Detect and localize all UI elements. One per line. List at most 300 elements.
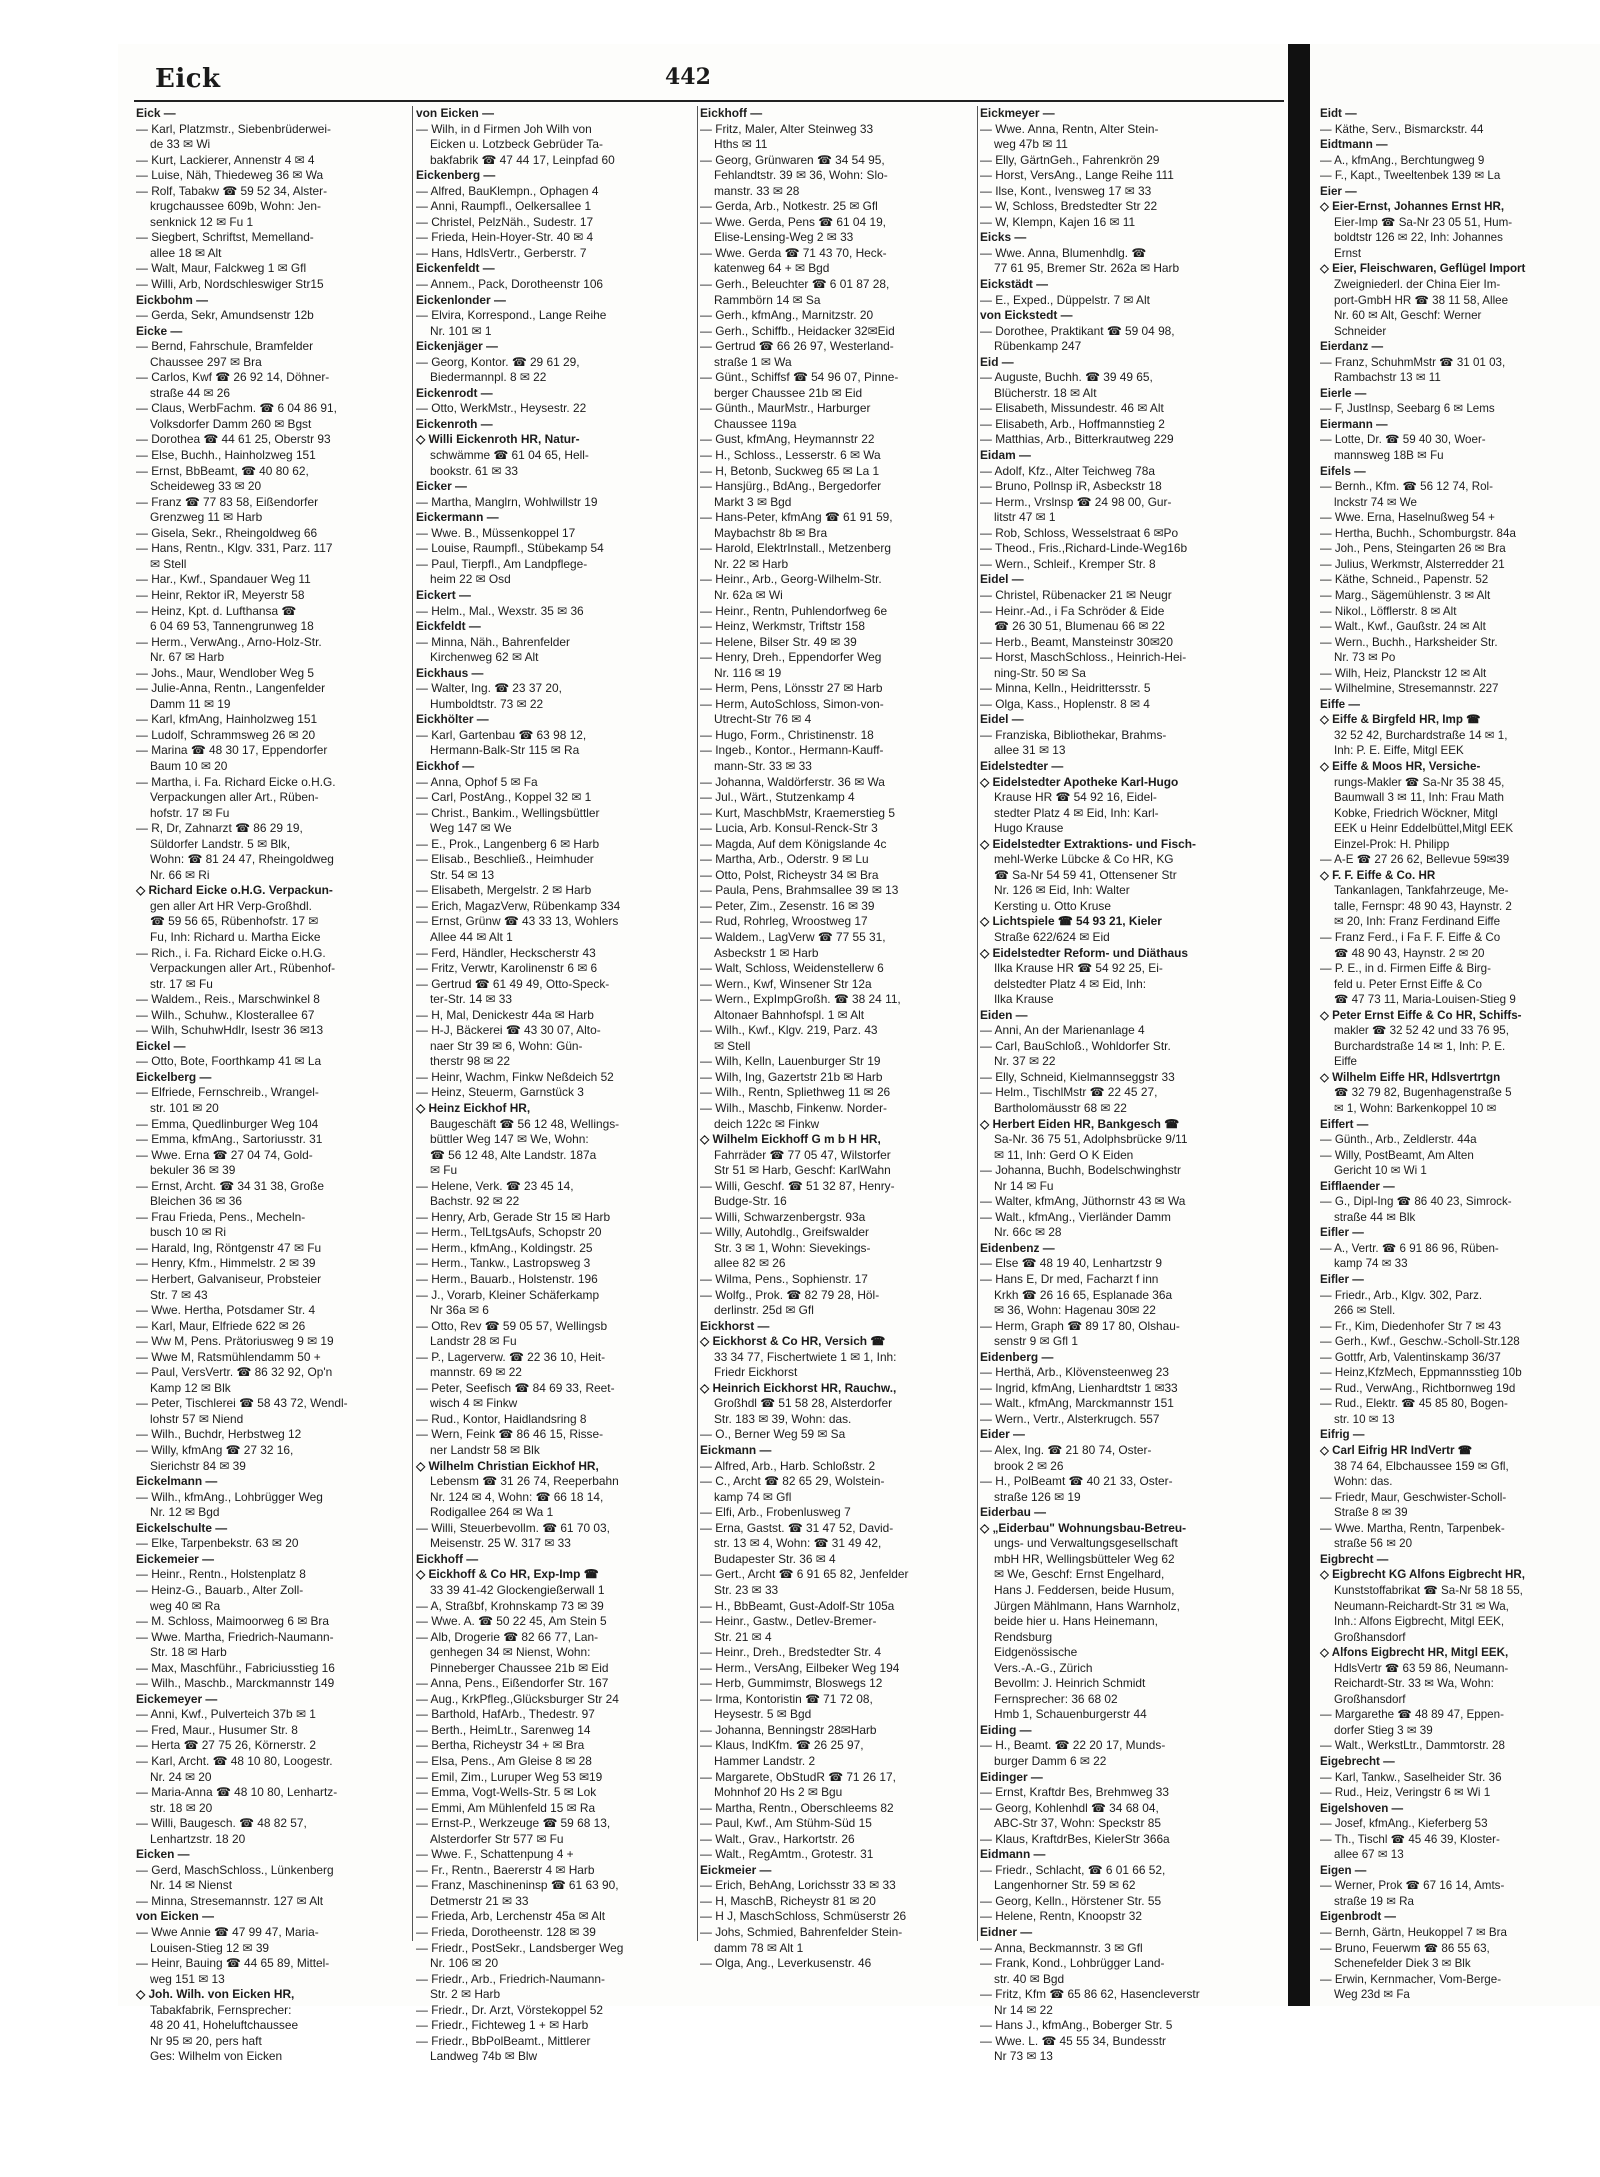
entry-line: — Wwe M, Ratsmühlendamm 50 + [136,1349,321,1364]
entry-line: — Klaus, KraftdrBes, KielerStr 366a [980,1831,1170,1846]
entry-line: — Ernst, Grünw ☎ 43 33 13, Wohlers [416,914,619,929]
entry-line: — H J, MaschSchloss, Schmüserstr 26 [700,1909,907,1924]
entry-line: — Anna, Beckmannstr. 3 ✉ Gfl [980,1940,1143,1955]
entry-continuation: allee 18 ✉ Alt [150,245,222,260]
entry-continuation: 33 34 77, Fischertwiete 1 ✉ 1, Inh: [714,1349,897,1364]
entry-line: — Wilh, Ing, Gazertstr 21b ✉ Harb [700,1069,883,1084]
entry-continuation: Hmb 1, Schauenburgerstr 44 [994,1707,1147,1722]
entry-continuation: Nr. 24 ✉ 20 [150,1769,212,1784]
surname-heading: Eigbrecht — [1320,1552,1389,1566]
business-entry: ◇ Eidelstedter Reform- und Diäthaus [980,945,1189,960]
entry-continuation: rungs-Makler ☎ Sa-Nr 35 38 45, [1334,775,1505,789]
entry-line: — A, Straßbf, Krohnskamp 73 ✉ 39 [416,1598,604,1613]
entry-line: — Minna, Kelln., Heidrittersstr. 5 [980,681,1151,696]
entry-line: — Rob, Schloss, Wesselstraat 6 ✉Po [980,525,1179,540]
entry-line: — P. E., in d. Firmen Eiffe & Birg- [1320,962,1491,976]
entry-continuation: straße 1 ✉ Wa [714,354,792,369]
page-number: 442 [665,64,711,90]
entry-line: — Wwe. Martha, Rentn, Tarpenbek- [1320,1521,1505,1535]
entry-continuation: Sa-Nr. 36 75 51, Adolphsbrücke 9/11 [994,1132,1188,1147]
entry-continuation: Str. 21 ✉ 4 [714,1629,772,1644]
entry-line: — Wern., Schleif., Kremper Str. 8 [980,556,1156,571]
entry-continuation: Str. 23 ✉ 33 [714,1582,779,1597]
entry-continuation: katenweg 64 + ✉ Bgd [714,261,830,276]
entry-line: — Herb, Gummimstr, Bloswegs 12 [700,1676,883,1691]
entry-continuation: Ilka Krause HR ☎ 54 92 25, Ei- [994,961,1163,976]
surname-heading: Eickert — [416,587,471,602]
entry-line: — Carlos, Kwf ☎ 26 92 14, Döhner- [136,370,330,385]
entry-line: — Rud., Elektr. ☎ 45 85 80, Bogen- [1320,1397,1508,1411]
entry-continuation: Asbeckstr 1 ✉ Harb [714,945,819,960]
entry-continuation: ✉ 1, Wohn: Barkenkoppel 10 ✉ [1334,1102,1497,1115]
entry-continuation: 32 52 42, Burchardstraße 14 ✉ 1, [1334,728,1508,742]
entry-continuation: feld u. Peter Ernst Eiffe & Co [1334,977,1483,991]
entry-continuation: Nr. 37 ✉ 22 [994,1054,1056,1069]
surname-heading: Eidmann — [980,1847,1046,1862]
surname-heading: Eicker — [416,479,467,494]
surname-heading: Eicke — [136,323,183,338]
entry-line: — Ludolf, Schrammsweg 26 ✉ 20 [136,727,316,742]
entry-line: — Karl, Maur, Elfriede 622 ✉ 26 [136,1318,306,1333]
entry-line: — Rud, Rohrleg, Wroostweg 17 [700,914,868,929]
entry-line: — Waldem., Reis., Marschwinkel 8 [136,992,320,1007]
entry-line: — Anni, Raumpfl., Oelkersallee 1 [416,199,592,214]
entry-line: — Wilh., Maschb, Finkenw. Norder- [700,1101,887,1115]
entry-line: — Helene, Rentn, Knoopstr 32 [980,1909,1142,1924]
entry-line: — W, Klempn, Kajen 16 ✉ 11 [980,214,1136,229]
entry-line: — Else ☎ 48 19 40, Lenhartzstr 9 [980,1256,1163,1271]
directory-column-4 [980,106,1280,2064]
business-entry: ◇ F. F. Eiffe & Co. HR [1320,868,1436,882]
surname-heading: von Eickstedt — [980,308,1073,323]
entry-continuation: Reichardt-Str. 33 ✉ Wa, Wohn: [1334,1677,1494,1691]
entry-line: — Christ., Bankim., Wellingsbüttler [416,805,600,820]
entry-line: — Wilh., kfmAng., Lohbrügger Weg [136,1489,323,1504]
entry-continuation: Nr 73 ✉ 13 [994,2049,1053,2064]
surname-heading: Eidenbenz — [980,1240,1055,1255]
surname-heading: Eidel — [980,712,1024,727]
entry-line: — Minna, Näh., Bahrenfelder [416,634,570,649]
entry-continuation: Grenzweg 11 ✉ Harb [150,510,263,525]
entry-continuation: busch 10 ✉ Ri [150,1225,227,1240]
entry-continuation: Str. 54 ✉ 13 [430,867,495,882]
entry-line: — Peter, Zim., Zesenstr. 16 ✉ 39 [700,898,875,913]
entry-line: — Herm., TelLtgsAufs, Schopstr 20 [416,1225,602,1240]
entry-continuation: Str. 3 ✉ 1, Wohn: Sievekings- [714,1240,871,1255]
business-entry: ◇ Wilhelm Eickhoff G m b H HR, [700,1132,881,1147]
business-entry: ◇ Eickhoff & Co HR, Exp-Imp ☎ [416,1567,599,1582]
entry-continuation: Sierichstr 84 ✉ 39 [150,1458,246,1473]
entry-line: — Ingrid, kfmAng, Lienhardtstr 1 ✉33 [980,1380,1178,1395]
entry-line: — Wilh., Maschb., Marckmannstr 149 [136,1676,335,1691]
entry-continuation: kamp 74 ✉ Gfl [714,1489,792,1504]
entry-line: — Elvira, Korrespond., Lange Reihe [416,308,607,323]
surname-heading: Eifrig — [1320,1428,1365,1442]
entry-continuation: ☎ Sa-Nr 54 59 41, Ottensener Str [994,867,1177,882]
column-divider [412,106,413,1941]
surname-heading: Eidinger — [980,1769,1043,1784]
surname-heading: Eickenrodt — [416,385,493,400]
entry-line: — Otto, Polst, Richeystr 34 ✉ Bra [700,867,879,882]
page-header [155,58,1285,98]
entry-continuation: Rendsburg [994,1629,1053,1644]
book-gutter [1288,44,1310,2006]
entry-continuation: mann-Str. 33 ✉ 33 [714,758,812,773]
entry-line: — Georg, Kontor. ☎ 29 61 29, [416,354,580,369]
surname-heading: Eiderbau — [980,1505,1047,1520]
entry-line: — Otto, Bote, Foorthkamp 41 ✉ La [136,1054,322,1069]
business-entry: ◇ Eickhorst & Co HR, Versich ☎ [700,1334,886,1349]
entry-continuation: beide hier u. Hans Heinemann, [994,1614,1158,1629]
entry-continuation: Alsterdorfer Str 577 ✉ Fu [430,1831,564,1846]
entry-line: — Gerh., Schiffb., Heidacker 32✉Eid [700,323,895,338]
entry-line: — Wilh, SchuhwHdlr, Isestr 36 ✉13 [136,1023,324,1038]
entry-continuation: ABC-Str 37, Wohn: Speckstr 85 [994,1816,1161,1831]
business-entry: ◇ Eidelstedter Extraktions- und Fisch- [980,836,1196,851]
entry-line: — Max, Maschführ., Fabriciusstieg 16 [136,1660,335,1675]
entry-line: — Franz Ferd., i Fa F. F. Eiffe & Co [1320,930,1501,944]
entry-continuation: Gericht 10 ✉ Wi 1 [1334,1164,1427,1178]
entry-line: — Heinr, Wachm, Finkw Neßdeich 52 [416,1069,614,1084]
entry-continuation: therstr 98 ✉ 22 [430,1054,511,1069]
entry-line: — Margarethe ☎ 48 89 47, Eppen- [1320,1708,1504,1722]
entry-continuation: Chaussee 297 ✉ Bra [150,354,262,369]
entry-line: — Georg, Kohlenhdl ☎ 34 68 04, [980,1800,1159,1815]
surname-heading: Eiermann — [1320,417,1388,431]
entry-line: — Heinr, Rektor iR, Meyerstr 58 [136,587,305,602]
entry-line: — Margarete, ObStudR ☎ 71 26 17, [700,1769,896,1784]
entry-continuation: straße 126 ✉ 19 [994,1489,1081,1504]
entry-line: — Bernh., Kfm. ☎ 56 12 74, Rol- [1320,480,1493,494]
entry-continuation: Schneider [1334,324,1387,338]
entry-line: — M. Schloss, Maimoorweg 6 ✉ Bra [136,1614,330,1629]
entry-line: — Elly, Schneid, Kielmannseggstr 33 [980,1069,1175,1084]
surname-heading: Eickmeyer — [980,106,1055,120]
business-entry: ◇ Eier, Fleischwaren, Geflügel Import [1320,262,1526,276]
entry-continuation: allee 67 ✉ 13 [1334,1848,1404,1862]
entry-continuation: manstr. 33 ✉ 28 [714,183,800,198]
entry-line: — Willi, Steuerbevollm. ☎ 61 70 03, [416,1520,610,1535]
entry-line: — H, Betonb, Suckweg 65 ✉ La 1 [700,463,880,478]
entry-line: — Paul, VersVertr. ☎ 86 32 92, Op'n [136,1365,333,1380]
entry-line: — Christel, Rübenacker 21 ✉ Neugr [980,587,1172,602]
surname-heading: Eifler — [1320,1226,1364,1240]
entry-line: — Emma, kfmAng., Sartoriusstr. 31 [136,1132,323,1147]
surname-heading: Eiffe — [1320,697,1360,711]
entry-continuation: Schenefelder Diek 3 ✉ Blk [1334,1957,1471,1971]
entry-line: — Frieda, Dorotheenstr. 128 ✉ 39 [416,1924,596,1939]
surname-heading: Eiffert — [1320,1117,1369,1131]
entry-continuation: Weg 23d ✉ Fa [1334,1988,1410,2002]
entry-line: — Johanna, Buchh, Bodelschwinghstr [980,1163,1181,1178]
surname-heading: Eidtmann — [1320,138,1388,152]
entry-continuation: Ilka Krause [994,992,1054,1007]
entry-line: — Frank, Kond., Lohbrügger Land- [980,1956,1165,1971]
entry-line: — Louise, Raumpfl., Stübekamp 54 [416,541,604,556]
entry-continuation: Nr. 62a ✉ Wi [714,587,783,602]
business-entry: ◇ Carl Eifrig HR IndVertr ☎ [1320,1444,1473,1458]
entry-line: — Karl, Archt. ☎ 48 10 80, Loogestr. [136,1753,333,1768]
entry-line: — Minna, Stresemannstr. 127 ✉ Alt [136,1893,324,1908]
entry-line: — Elly, GärtnGeh., Fahrenkrön 29 [980,152,1160,167]
entry-line: — Johanna, Waldörferstr. 36 ✉ Wa [700,774,885,789]
entry-line: — Heinz, Kpt. d. Lufthansa ☎ [136,603,297,618]
entry-line: — Friedr, Maur, Geschwister-Scholl- [1320,1490,1507,1504]
entry-line: — Wwe. B., Müssenkoppel 17 [416,525,576,540]
entry-continuation: Biedermannpl. 8 ✉ 22 [430,370,547,385]
entry-continuation: Landstr 28 ✉ Fu [430,1334,517,1349]
entry-continuation: talle, Fernspr: 48 90 43, Haynstr. 2 [1334,899,1512,913]
entry-line: — Paul, Kwf., Am Stühm-Süd 15 [700,1816,872,1831]
entry-line: — Carl, BauSchloß., Wohldorfer Str. [980,1038,1171,1053]
entry-line: — F., Kapt., Tweeltenbek 139 ✉ La [1320,169,1501,183]
entry-continuation: 77 61 95, Bremer Str. 262a ✉ Harb [994,261,1180,276]
entry-line: — Gert., Archt ☎ 6 91 65 82, Jenfelder [700,1567,909,1582]
entry-continuation: Bevollm: J. Heinrich Schmidt [994,1676,1146,1691]
surname-heading: Eickhölter — [416,712,489,727]
entry-continuation: Nr. 101 ✉ 1 [430,323,492,338]
entry-continuation: mannsweg 18B ✉ Fu [1334,449,1444,463]
entry-line: — Fred, Maur., Husumer Str. 8 [136,1722,298,1737]
entry-line: — Marina ☎ 48 30 17, Eppendorfer [136,743,328,758]
entry-continuation: 266 ✉ Stell. [1334,1304,1396,1318]
entry-continuation: Str. 183 ✉ 39, Wohn: das. [714,1411,852,1426]
entry-continuation: burger Damm 6 ✉ 22 [994,1753,1107,1768]
entry-continuation: Nr 14 ✉ Fu [994,1178,1054,1193]
entry-continuation: Heysestr. 5 ✉ Bgd [714,1707,812,1722]
entry-continuation: Nr. 12 ✉ Bgd [150,1505,220,1520]
entry-line: — Wilhelmine, Stresemannstr. 227 [1320,682,1499,696]
entry-line: — Georg, Kelln., Hörstener Str. 55 [980,1893,1162,1908]
entry-line: — Walter, Ing. ☎ 23 37 20, [416,681,562,696]
entry-continuation: heim 22 ✉ Osd [430,572,511,587]
entry-line: — Walt, Maur, Falckweg 1 ✉ Gfl [136,261,307,276]
entry-continuation: Eidgenössische [994,1645,1078,1660]
entry-continuation: Tabakfabrik, Fernsprecher: [150,2002,292,2017]
entry-line: — Wern, Feink ☎ 86 46 15, Risse- [416,1427,604,1442]
surname-heading: Eick — [136,106,176,120]
entry-line: — H, MaschB, Richeystr 81 ✉ 20 [700,1893,876,1908]
entry-continuation: Damm 11 ✉ 19 [150,696,231,711]
business-entry: ◇ Peter Ernst Eiffe & Co HR, Schiffs- [1320,1008,1522,1022]
entry-continuation: Ges: Wilhelm von Eicken [150,2049,283,2064]
entry-line: — Helene, Verk. ☎ 23 45 14, [416,1178,574,1193]
entry-line: — Wwe. Gerda ☎ 71 43 70, Heck- [700,245,887,260]
entry-line: — Barthold, HafArb., Thedestr. 97 [416,1707,595,1722]
entry-line: — Rich., i. Fa. Richard Eicke o.H.G. [136,945,326,960]
entry-line: — Martha, Manglrn, Wohlwillstr 19 [416,494,598,509]
entry-continuation: Tankanlagen, Tankfahrzeuge, Me- [1334,884,1509,898]
entry-line: — Heinr., Rentn., Holstenplatz 8 [136,1567,306,1582]
entry-continuation: Nr. 67 ✉ Harb [150,650,225,665]
business-entry: ◇ „Eiderbau" Wohnungsbau-Betreu- [980,1520,1187,1535]
entry-line: — Hans-Peter, kfmAng ☎ 61 91 59, [700,510,893,525]
entry-continuation: ter-Str. 14 ✉ 33 [430,992,513,1007]
entry-line: — Heinr., Arb., Georg-Wilhelm-Str. [700,572,882,587]
entry-continuation: Nr 14 ✉ 22 [994,2002,1053,2017]
entry-continuation: Blücherstr. 18 ✉ Alt [994,385,1097,400]
entry-continuation: EEK u Heinr Eddelbüttel,Mitgl EEK [1334,822,1514,836]
entry-line: — Willi, Schwarzenbergstr. 93a [700,1209,866,1224]
entry-continuation: mehl-Werke Lübcke & Co HR, KG [994,852,1174,867]
entry-line: — Friedr., Arb., Klgv. 302, Parz. [1320,1288,1483,1302]
entry-line: — Willy, PostBeamt, Am Alten [1320,1148,1474,1162]
entry-continuation: Bleichen 36 ✉ 36 [150,1194,242,1209]
entry-continuation: Fahrräder ☎ 77 05 47, Wilstorfer [714,1147,891,1162]
business-entry: ◇ Heinrich Eickhorst HR, Rauchw., [700,1380,897,1395]
entry-line: — Helm., Mal., Wexstr. 35 ✉ 36 [416,603,584,618]
entry-line: — Bruno, Feuerwm ☎ 86 55 63, [1320,1941,1490,1955]
entry-line: — Horst, VersAng., Lange Reihe 111 [980,168,1174,183]
entry-continuation: Nr. 106 ✉ 20 [430,1956,499,1971]
entry-line: — Rolf, Tabakw ☎ 59 52 34, Alster- [136,183,328,198]
entry-line: — Otto, Rev ☎ 59 05 57, Wellingsb [416,1318,608,1333]
business-entry: ◇ Wilhelm Christian Eickhof HR, [416,1458,599,1473]
entry-continuation: ✉ Stell [714,1038,751,1053]
entry-continuation: Utrecht-Str 76 ✉ 4 [714,712,812,727]
entry-line: — Gerh., kfmAng., Marnitzstr. 20 [700,308,874,323]
entry-line: — Dorothee, Praktikant ☎ 59 04 98, [980,323,1175,338]
entry-continuation: Rambachstr 13 ✉ 11 [1334,371,1441,385]
entry-continuation: allee 82 ✉ 26 [714,1256,786,1271]
surname-heading: Eickhoff — [416,1551,479,1566]
surname-heading: Eickelmann — [136,1474,218,1489]
entry-continuation: Nr. 66c ✉ 28 [994,1225,1062,1240]
entry-line: — Helm., TischlMstr ☎ 22 45 27, [980,1085,1158,1100]
entry-line: — Wilh., Schuhw., Klosterallee 67 [136,1007,315,1022]
entry-line: — Gerda, Sekr, Amundsenstr 12b [136,308,314,323]
entry-line: — Anni, Kwf., Pulverteich 37b ✉ 1 [136,1707,316,1722]
entry-line: — Karl, kfmAng, Hainholzweg 151 [136,712,318,727]
entry-continuation: Meisenstr. 25 W. 317 ✉ 33 [430,1536,571,1551]
entry-line: — Franz, SchuhmMstr ☎ 31 01 03, [1320,355,1506,369]
entry-line: — Friedr., Schlacht, ☎ 6 01 66 52, [980,1862,1166,1877]
entry-continuation: brook 2 ✉ 26 [994,1458,1064,1473]
surname-heading: Eigenbrodt — [1320,1910,1396,1924]
business-entry: ◇ Eigbrecht KG Alfons Eigbrecht HR, [1320,1568,1525,1582]
entry-continuation: straße 19 ✉ Ra [1334,1894,1414,1908]
entry-continuation: Straße 8 ✉ 39 [1334,1506,1408,1520]
entry-line: — Walt., Kwf., Gaußstr. 24 ✉ Alt [1320,620,1486,634]
entry-line: — Josef, kfmAng., Kieferberg 53 [1320,1817,1488,1831]
entry-line: — Wilh, Heiz, Planckstr 12 ✉ Alt [1320,666,1487,680]
entry-line: — Heinr., Gastw., Detlev-Bremer- [700,1614,877,1629]
entry-continuation: lohstr 57 ✉ Niend [150,1411,244,1426]
entry-line: — Wern., Buchh., Harksheider Str. [1320,635,1498,649]
entry-line: — Matthias, Arb., Bitterkrautweg 229 [980,432,1174,447]
entry-line: — Käthe, Schneid., Papenstr. 52 [1320,573,1489,587]
entry-line: — Ilse, Kont., Ivensweg 17 ✉ 33 [980,183,1152,198]
entry-line: — Karl, Platzmstr., Siebenbrüderwei- [136,121,331,136]
surname-heading: Eickermann — [416,510,499,525]
entry-line: — Frieda, Hein-Hoyer-Str. 40 ✉ 4 [416,230,594,245]
surname-heading: Eidelstedter — [980,758,1064,773]
surname-heading: Eickenjäger — [416,339,498,354]
entry-line: — Elisab., Beschließ., Heimhuder [416,852,594,867]
entry-line: — Günt., Schiffsf ☎ 54 96 07, Pinne- [700,370,899,385]
entry-line: — Karl, Tankw., Saselheider Str. 36 [1320,1770,1502,1784]
entry-continuation: 48 20 41, Hoheluftchaussee [150,2018,299,2033]
surname-heading: Eifler — [1320,1273,1364,1287]
entry-continuation: deich 122c ✉ Finkw [714,1116,820,1131]
entry-line: — Kurt, Lackierer, Annenstr 4 ✉ 4 [136,152,315,167]
entry-continuation: Str. 7 ✉ 43 [150,1287,208,1302]
entry-line: — Wolfg., Prok. ☎ 82 79 28, Höl- [700,1287,880,1302]
business-entry: ◇ Heinz Eickhof HR, [416,1101,531,1115]
business-entry: ◇ Eiffe & Birgfeld HR, Imp ☎ [1320,713,1481,727]
entry-continuation: mbH HR, Wellingsbütteler Weg 62 [994,1551,1175,1566]
entry-line: — A., kfmAng., Berchtungweg 9 [1320,153,1485,167]
entry-line: — Lotte, Dr. ☎ 59 40 30, Woer- [1320,433,1486,447]
entry-continuation: lnckstr 74 ✉ We [1334,495,1417,509]
entry-line: — Ingeb., Kontor., Hermann-Kauff- [700,743,884,758]
column-divider [697,106,698,1941]
entry-line: — Herthä, Arb., Klövensteenweg 23 [980,1365,1170,1380]
surname-heading: Eickelberg — [136,1069,212,1084]
entry-line: — Hertha, Buchh., Schomburgstr. 84a [1320,526,1516,540]
entry-line: — Johs, Schmied, Bahrenfelder Stein- [700,1924,903,1939]
surname-heading: Eickenroth — [416,416,493,431]
entry-continuation: Fehlandtstr. 39 ✉ 36, Wohn: Slo- [714,168,888,183]
entry-line: — Wwe. L. ☎ 45 55 34, Bundesstr [980,2033,1166,2048]
surname-heading: von Eicken — [416,106,494,120]
entry-line: — Irma, Kontoristin ☎ 71 72 08, [700,1691,873,1706]
entry-line: — Hugo, Form., Christinenstr. 18 [700,727,874,742]
entry-line: — Hans J., kfmAng., Boberger Str. 5 [980,2018,1173,2033]
entry-continuation: Fernsprecher: 36 68 02 [994,1691,1118,1706]
entry-line: — Lucia, Arb. Konsul-Renck-Str 3 [700,821,878,836]
entry-continuation: ☎ 56 12 48, Alte Landstr. 187a [430,1147,597,1162]
entry-continuation: Detmerstr 21 ✉ 33 [430,1893,529,1908]
entry-line: — Aug., KrkPfleg.,Glücksburger Str 24 [416,1691,619,1706]
entry-line: — Julie-Anna, Rentn., Langenfelder [136,681,326,696]
entry-line: — Friedr., PostSekr., Landsberger Weg [416,1940,624,1955]
entry-continuation: Straße 622/624 ✉ Eid [994,929,1110,944]
entry-continuation: Ernst [1334,246,1362,260]
entry-line: — Karl, Gartenbau ☎ 63 98 12, [416,727,587,742]
surname-heading: Eiding — [980,1722,1032,1737]
entry-line: — Fr., Rentn., Baererstr 4 ✉ Harb [416,1862,595,1877]
entry-continuation: Markt 3 ✉ Bgd [714,494,792,509]
entry-line: — Auguste, Buchh. ☎ 39 49 65, [980,370,1153,385]
entry-line: — Heinz-G., Bauarb., Alter Zoll- [136,1582,304,1597]
entry-line: — Herb., Beamt, Mansteinstr 30✉20 [980,634,1174,649]
entry-continuation: Verpackungen aller Art., Rübenhof- [150,961,336,976]
entry-continuation: weg 40 ✉ Ra [150,1598,221,1613]
entry-continuation: ☎ 47 73 11, Maria-Louisen-Stieg 9 [1334,993,1516,1007]
entry-continuation: bakfabrik ☎ 47 44 17, Leinpfad 60 [430,152,615,167]
entry-continuation: schwämme ☎ 61 04 65, Hell- [430,448,589,463]
entry-line: — Elsa, Pens., Am Gleise 8 ✉ 28 [416,1753,592,1768]
entry-line: — Walt., WerkstLtr., Dammtorstr. 28 [1320,1739,1505,1753]
surname-heading: Eidner — [980,1924,1033,1939]
surname-heading: Eidam — [980,448,1031,463]
entry-line: — Bernd, Fahrschule, Bramfelder [136,339,314,354]
entry-continuation: ✉ 11, Inh: Gerd O K Eiden [994,1147,1134,1162]
entry-line: — W, Schloss, Bredstedter Str 22 [980,199,1158,214]
entry-line: — H., Beamt. ☎ 22 20 17, Munds- [980,1738,1166,1753]
surname-heading: Eickhof — [416,758,475,773]
entry-line: — Gerd, MaschSchloss., Lünkenberg [136,1862,334,1877]
entry-line: — Har., Kwf., Spandauer Weg 11 [136,572,311,587]
entry-continuation: Hermann-Balk-Str 115 ✉ Ra [430,743,580,758]
entry-line: — Christel, PelzNäh., Sudestr. 17 [416,214,594,229]
entry-line: — Georg, Grünwaren ☎ 34 54 95, [700,152,885,167]
entry-line: — Käthe, Serv., Bismarckstr. 44 [1320,122,1484,136]
entry-line: — J., Vorarb, Kleiner Schäferkamp [416,1287,600,1302]
entry-line: — Alb, Drogerie ☎ 82 66 77, Lan- [416,1629,599,1644]
entry-line: — A., Vertr. ☎ 6 91 86 96, Rüben- [1320,1241,1499,1255]
